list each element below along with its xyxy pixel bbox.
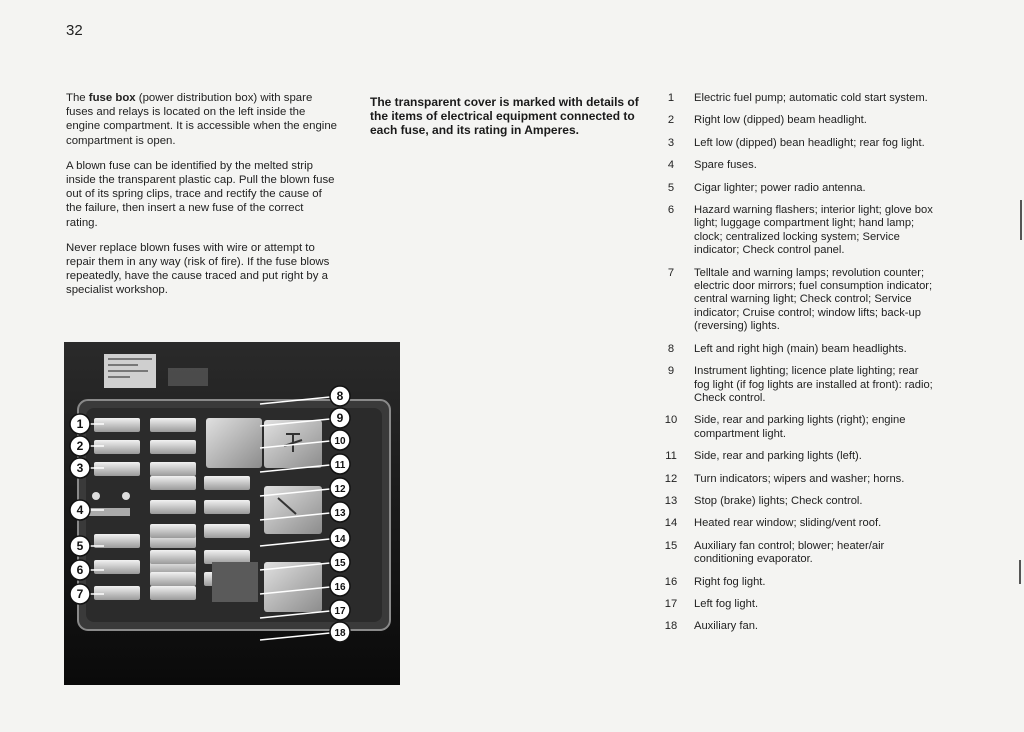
fuse-number: 14 bbox=[664, 517, 678, 530]
blown-fuse-paragraph: A blown fuse can be identified by the melted strip inside the transparent plastic cap. Pull the blown fuse out of its spring clips, trace and rectify the cause of the failure, then insert a new fuse of the correct rating. bbox=[66, 159, 335, 229]
fuse-list-item bbox=[660, 495, 936, 508]
intro-paragraph: The fuse box (power distribution box) with spare fuses and relays is located on the left inside the engine compartment. It is accessible when the engine compartment is open. bbox=[66, 92, 338, 147]
fuse-number: 6 bbox=[667, 204, 675, 217]
fuse-description: Telltale and warning lamps; revolution counter; electric door mirrors; fuel consumption indicator; central warning light; Check control; Service indicator; Cruise control; window lifts; back-up (reversing) lights. bbox=[694, 266, 933, 333]
fuse-list-item bbox=[660, 343, 936, 356]
fuse bbox=[204, 500, 250, 514]
fuse-list-item bbox=[660, 598, 936, 611]
svg-text:11: 11 bbox=[334, 460, 346, 471]
fuse-number: 3 bbox=[667, 136, 675, 149]
fuse bbox=[150, 524, 196, 538]
svg-text:1: 1 bbox=[76, 417, 84, 431]
fuse bbox=[150, 462, 196, 476]
fuse-number: 13 bbox=[664, 494, 678, 507]
fuse bbox=[94, 586, 140, 600]
fuse-description: Stop (brake) lights; Check control. bbox=[694, 494, 863, 507]
fuse-number: 4 bbox=[667, 159, 675, 172]
fuse-description: Electric fuel pump; automatic cold start system. bbox=[694, 92, 928, 104]
svg-text:14: 14 bbox=[334, 534, 346, 545]
fuse-box-photo bbox=[64, 342, 400, 685]
fuse-list-item bbox=[660, 365, 936, 405]
fuse bbox=[150, 586, 196, 600]
fuse-description: Instrument lighting; licence plate lighting; rear fog light (if fog lights are installed at front): radio; Check control. bbox=[694, 365, 933, 404]
fuse-description: Spare fuses. bbox=[694, 159, 757, 172]
fuse bbox=[94, 440, 140, 454]
svg-text:15: 15 bbox=[334, 558, 346, 569]
svg-text:8: 8 bbox=[336, 389, 344, 403]
fuse-number: 2 bbox=[667, 114, 675, 127]
fuse-list-item bbox=[660, 159, 936, 172]
scan-edge-mark bbox=[1019, 560, 1021, 584]
fuse-number: 15 bbox=[664, 539, 678, 552]
fuse-number: 1 bbox=[667, 92, 675, 104]
fuse-description: Side, rear and parking lights (left). bbox=[694, 450, 862, 463]
warning-paragraph: Never replace blown fuses with wire or attempt to repair them in any way (risk of fire). If the fuse blows repeatedly, have the cause traced and put right by a specialist workshop. bbox=[66, 241, 330, 297]
fuse-description: Side, rear and parking lights (right); engine compartment light. bbox=[694, 414, 906, 440]
fuse-number: 8 bbox=[667, 342, 675, 355]
fuse-description: Right fog light. bbox=[694, 575, 766, 588]
svg-text:12: 12 bbox=[334, 484, 346, 495]
svg-text:6: 6 bbox=[76, 563, 84, 577]
scan-edge-mark bbox=[1020, 200, 1022, 240]
svg-text:2: 2 bbox=[76, 439, 84, 453]
svg-text:13: 13 bbox=[334, 508, 346, 519]
fuse-description: Right low (dipped) beam headlight. bbox=[694, 114, 867, 127]
fuse bbox=[150, 500, 196, 514]
fuse-number: 10 bbox=[664, 414, 678, 427]
fuse-list-item bbox=[660, 114, 936, 127]
fuse-description: Auxiliary fan control; blower; heater/air conditioning evaporator. bbox=[694, 539, 885, 566]
fuse-description: Cigar lighter; power radio antenna. bbox=[694, 181, 866, 194]
fuse-description: Left and right high (main) beam headlights. bbox=[694, 342, 907, 355]
fuse bbox=[94, 418, 140, 432]
fuse bbox=[150, 476, 196, 490]
fuse bbox=[94, 462, 140, 476]
fuse-list bbox=[660, 92, 936, 643]
fuse bbox=[150, 440, 196, 454]
page-number: 32 bbox=[66, 22, 83, 39]
svg-text:3: 3 bbox=[76, 461, 84, 475]
fuse-number: 9 bbox=[667, 365, 675, 378]
fuse-number: 16 bbox=[664, 575, 678, 588]
fuse bbox=[150, 418, 196, 432]
fuse bbox=[150, 550, 196, 564]
fuse-list-item bbox=[660, 450, 936, 463]
fuse-description: Auxiliary fan. bbox=[694, 620, 759, 633]
fuse-description: Hazard warning flashers; interior light; glove box light; luggage compartment light; hand lamp; clock; centralized locking system; Service indicator; Check control panel. bbox=[694, 204, 933, 257]
fuse-list-item bbox=[660, 620, 936, 633]
fuse-box-illustration bbox=[64, 342, 400, 685]
fuse-description: Turn indicators; wipers and washer; horns. bbox=[694, 472, 905, 485]
fuse-list-item bbox=[660, 204, 936, 258]
fuse bbox=[94, 560, 140, 574]
relay bbox=[264, 562, 322, 612]
fuse-description: Left low (dipped) bean headlight; rear fog light. bbox=[694, 136, 925, 149]
fuse bbox=[204, 550, 250, 564]
fuse-list-item bbox=[660, 414, 936, 441]
spare-fuse bbox=[122, 492, 130, 500]
spare-fuse bbox=[86, 508, 130, 516]
fuse-list-item bbox=[660, 473, 936, 486]
fuse bbox=[204, 524, 250, 538]
svg-text:9: 9 bbox=[336, 411, 344, 425]
fuse-list-item bbox=[660, 267, 936, 334]
spare-fuse bbox=[92, 492, 100, 500]
fuse-number: 12 bbox=[664, 472, 678, 485]
fuse bbox=[204, 476, 250, 490]
fuse-box-description bbox=[66, 91, 338, 309]
svg-text:10: 10 bbox=[334, 436, 346, 447]
relay bbox=[206, 418, 262, 468]
svg-text:4: 4 bbox=[76, 503, 84, 517]
fuse-number: 5 bbox=[667, 181, 675, 194]
fuse-list-item bbox=[660, 517, 936, 530]
fuse-list-item bbox=[660, 92, 936, 105]
fuse-number: 7 bbox=[667, 266, 675, 279]
svg-text:18: 18 bbox=[334, 628, 346, 639]
svg-text:16: 16 bbox=[334, 582, 346, 593]
cover-note-heading: The transparent cover is marked with details of the items of electrical equipment connected to each fuse, and its rating in Amperes. bbox=[370, 95, 639, 138]
fuse bbox=[150, 572, 196, 586]
fuse-description: Left fog light. bbox=[694, 597, 759, 610]
fuse-description: Heated rear window; sliding/vent roof. bbox=[694, 517, 882, 530]
fuse-list-item bbox=[660, 576, 936, 589]
fuse-number: 11 bbox=[665, 450, 677, 463]
fuse-number: 17 bbox=[664, 597, 678, 610]
svg-text:5: 5 bbox=[76, 539, 84, 553]
fuse-number: 18 bbox=[664, 620, 678, 633]
fuse-list-item bbox=[660, 182, 936, 195]
fuse-list-item bbox=[660, 137, 936, 150]
svg-text:7: 7 bbox=[76, 587, 84, 601]
svg-text:17: 17 bbox=[334, 606, 346, 617]
fuse-list-item bbox=[660, 540, 936, 567]
